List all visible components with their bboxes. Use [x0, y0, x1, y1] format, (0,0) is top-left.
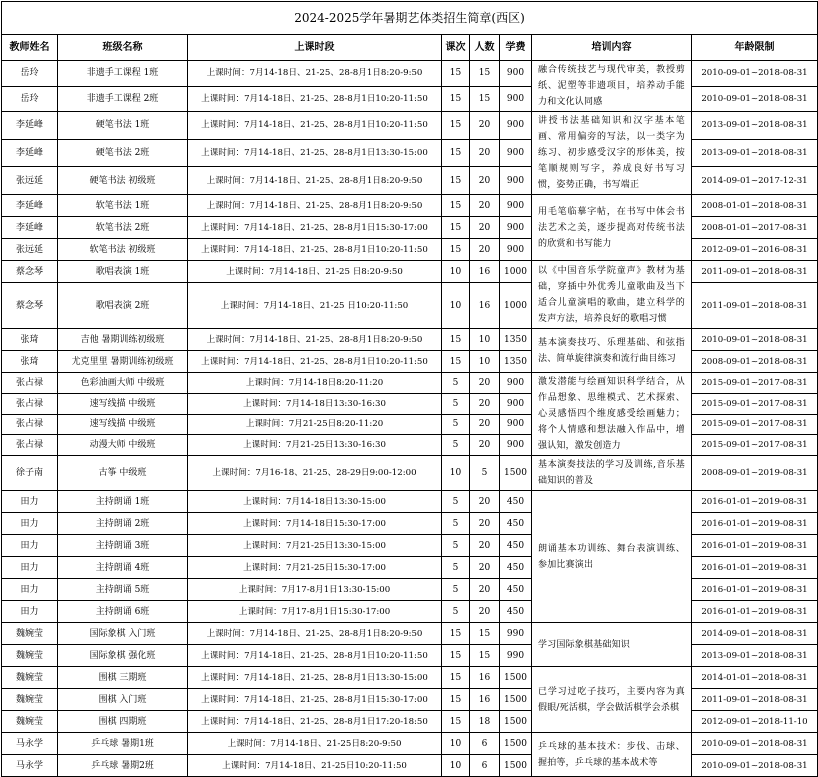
sessions-cell: 15	[442, 61, 470, 87]
capacity-cell: 20	[470, 579, 500, 601]
teacher-cell: 田力	[2, 557, 58, 579]
fee-cell: 450	[500, 557, 532, 579]
capacity-cell: 16	[470, 261, 500, 283]
fee-cell: 900	[500, 239, 532, 261]
sessions-cell: 15	[442, 645, 470, 667]
age-limit-cell: 2013-09-01~2018-08-31	[692, 645, 818, 667]
fee-cell: 1350	[500, 329, 532, 351]
teacher-cell: 李延峰	[2, 217, 58, 239]
table-row	[2, 167, 818, 195]
teacher-cell: 李延峰	[2, 112, 58, 140]
fee-cell: 1000	[500, 283, 532, 329]
schedule-cell: 上课时间：7月14-18日、21-25、28-8月1日10:20-11:50	[188, 86, 442, 112]
fee-cell: 900	[500, 217, 532, 239]
capacity-cell: 5	[470, 456, 500, 491]
fee-cell: 900	[500, 435, 532, 456]
schedule-cell: 上课时间：7月14-18日、21-25、28-8月1日13:30-15:00	[188, 667, 442, 689]
training-content-cell: 以《中国音乐学院童声》教材为基础，穿插中外优秀儿童歌曲及当下适合儿童演唱的歌曲，建立科学的发声方法，培养良好的歌唱习惯	[532, 261, 692, 329]
fee-cell: 1500	[500, 456, 532, 491]
fee-cell: 900	[500, 195, 532, 217]
schedule-cell: 上课时间：7月14-18日、21-25、28-8月1日10:20-11:50	[188, 239, 442, 261]
teacher-cell: 田力	[2, 535, 58, 557]
table-row	[2, 393, 818, 414]
teacher-cell: 张占禄	[2, 435, 58, 456]
fee-cell: 1500	[500, 755, 532, 777]
schedule-cell: 上课时间：7月14-18日、21-25、28-8月1日10:20-11:50	[188, 112, 442, 140]
sessions-cell: 5	[442, 435, 470, 456]
table-row	[2, 601, 818, 623]
header-fee: 学费	[500, 35, 532, 61]
teacher-cell: 张琦	[2, 351, 58, 373]
fee-cell: 1500	[500, 711, 532, 733]
capacity-cell: 20	[470, 414, 500, 435]
sessions-cell: 15	[442, 217, 470, 239]
teacher-cell: 魏婉莹	[2, 623, 58, 645]
class-name-cell: 歌唱表演 2班	[58, 283, 188, 329]
class-name-cell: 硬笔书法 1班	[58, 112, 188, 140]
table-row	[2, 86, 818, 112]
fee-cell: 900	[500, 393, 532, 414]
header-sessions: 课次	[442, 35, 470, 61]
schedule-cell: 上课时间：7月17-8月1日13:30-15:00	[188, 579, 442, 601]
table-row	[2, 239, 818, 261]
age-limit-cell: 2015-09-01~2017-08-31	[692, 393, 818, 414]
schedule-cell: 上课时间：7月21-25日13:30-15:00	[188, 535, 442, 557]
sessions-cell: 15	[442, 239, 470, 261]
sessions-cell: 15	[442, 112, 470, 140]
class-name-cell: 硬笔书法 初级班	[58, 167, 188, 195]
schedule-cell: 上课时间：7月14-18日8:20-11:20	[188, 373, 442, 394]
sessions-cell: 5	[442, 579, 470, 601]
sessions-cell: 15	[442, 86, 470, 112]
fee-cell: 900	[500, 61, 532, 87]
age-limit-cell: 2010-09-01~2018-08-31	[692, 733, 818, 755]
age-limit-cell: 2016-01-01~2019-08-31	[692, 601, 818, 623]
sessions-cell: 5	[442, 557, 470, 579]
sessions-cell: 15	[442, 167, 470, 195]
capacity-cell: 20	[470, 513, 500, 535]
table-row	[2, 557, 818, 579]
capacity-cell: 20	[470, 557, 500, 579]
class-name-cell: 非遗手工课程 1班	[58, 61, 188, 87]
schedule-cell: 上课时间：7月14-18日、21-25、28-8月1日8:20-9:50	[188, 195, 442, 217]
age-limit-cell: 2008-09-01~2019-08-31	[692, 456, 818, 491]
sessions-cell: 15	[442, 689, 470, 711]
age-limit-cell: 2008-09-01~2018-08-31	[692, 351, 818, 373]
fee-cell: 900	[500, 167, 532, 195]
table-row	[2, 491, 818, 513]
table-row	[2, 261, 818, 283]
sessions-cell: 15	[442, 195, 470, 217]
schedule-cell: 上课时间：7月14-18日、21-25、28-8月1日15:30-17:00	[188, 689, 442, 711]
age-limit-cell: 2016-01-01~2019-08-31	[692, 579, 818, 601]
teacher-cell: 马永学	[2, 733, 58, 755]
sessions-cell: 5	[442, 491, 470, 513]
schedule-cell: 上课时间：7月14-18日、21-25、28-8月1日10:20-11:50	[188, 351, 442, 373]
fee-cell: 900	[500, 373, 532, 394]
age-limit-cell: 2014-09-01~2017-12-31	[692, 167, 818, 195]
age-limit-cell: 2015-09-01~2017-08-31	[692, 414, 818, 435]
fee-cell: 900	[500, 86, 532, 112]
table-row	[2, 414, 818, 435]
fee-cell: 450	[500, 535, 532, 557]
teacher-cell: 张占禄	[2, 373, 58, 394]
schedule-cell: 上课时间：7月21-25日13:30-16:30	[188, 435, 442, 456]
schedule-cell: 上课时间：7月14-18日、21-25、28-8月1日13:30-15:00	[188, 139, 442, 167]
fee-cell: 990	[500, 645, 532, 667]
capacity-cell: 20	[470, 435, 500, 456]
training-content-cell: 乒乓球的基本技术：步伐、击球、握拍等，乒乓球的基本战术等	[532, 733, 692, 777]
schedule-cell: 上课时间：7月14-18日、21-25、28-8月1日10:20-11:50	[188, 645, 442, 667]
class-name-cell: 主持朗诵 3班	[58, 535, 188, 557]
sessions-cell: 5	[442, 513, 470, 535]
age-limit-cell: 2010-09-01~2018-08-31	[692, 86, 818, 112]
schedule-cell: 上课时间：7月14-18日、21-25 日8:20-9:50	[188, 261, 442, 283]
capacity-cell: 6	[470, 755, 500, 777]
capacity-cell: 20	[470, 601, 500, 623]
sessions-cell: 5	[442, 373, 470, 394]
table-row	[2, 351, 818, 373]
training-content-cell: 朗诵基本功训练、舞台表演训练、参加比赛演出	[532, 491, 692, 623]
sessions-cell: 15	[442, 139, 470, 167]
capacity-cell: 20	[470, 139, 500, 167]
age-limit-cell: 2010-09-01~2018-08-31	[692, 755, 818, 777]
capacity-cell: 20	[470, 373, 500, 394]
table-row	[2, 61, 818, 87]
class-name-cell: 乒乓球 暑期1班	[58, 733, 188, 755]
sessions-cell: 10	[442, 755, 470, 777]
class-name-cell: 古筝 中级班	[58, 456, 188, 491]
enrollment-sheet	[1, 1, 817, 777]
training-content-cell: 学习国际象棋基础知识	[532, 623, 692, 667]
capacity-cell: 10	[470, 329, 500, 351]
fee-cell: 450	[500, 513, 532, 535]
table-row	[2, 435, 818, 456]
schedule-cell: 上课时间：7月21-25日8:20-11:20	[188, 414, 442, 435]
class-name-cell: 尤克里里 暑期训练初级班	[58, 351, 188, 373]
sessions-cell: 5	[442, 601, 470, 623]
sessions-cell: 10	[442, 261, 470, 283]
sessions-cell: 5	[442, 535, 470, 557]
capacity-cell: 16	[470, 283, 500, 329]
age-limit-cell: 2012-09-01~2016-08-31	[692, 239, 818, 261]
schedule-cell: 上课时间：7月14-18日、21-25、28-8月1日15:30-17:00	[188, 217, 442, 239]
age-limit-cell: 2014-09-01~2018-08-31	[692, 623, 818, 645]
capacity-cell: 18	[470, 711, 500, 733]
class-name-cell: 国际象棋 强化班	[58, 645, 188, 667]
teacher-cell: 田力	[2, 513, 58, 535]
age-limit-cell: 2016-01-01~2019-08-31	[692, 557, 818, 579]
teacher-cell: 岳玲	[2, 86, 58, 112]
table-title: 2024-2025学年暑期艺体类招生简章(西区)	[2, 2, 818, 35]
class-name-cell: 吉他 暑期训练初级班	[58, 329, 188, 351]
fee-cell: 1500	[500, 733, 532, 755]
sessions-cell: 5	[442, 393, 470, 414]
schedule-cell: 上课时间：7月14-18日、21-25、28-8月1日8:20-9:50	[188, 623, 442, 645]
class-name-cell: 软笔书法 2班	[58, 217, 188, 239]
age-limit-cell: 2013-09-01~2018-08-31	[692, 112, 818, 140]
age-limit-cell: 2016-01-01~2019-08-31	[692, 535, 818, 557]
table-row	[2, 535, 818, 557]
age-limit-cell: 2011-09-01~2018-08-31	[692, 261, 818, 283]
schedule-cell: 上课时间：7月16-18、21-25、28-29日9:00-12:00	[188, 456, 442, 491]
class-name-cell: 色彩油画大师 中级班	[58, 373, 188, 394]
class-name-cell: 围棋 入门班	[58, 689, 188, 711]
fee-cell: 900	[500, 112, 532, 140]
table-row	[2, 283, 818, 329]
training-content-cell: 用毛笔临摹字帖，在书写中体会书法艺术之美，逐步提高对传统书法的欣赏和书写能力	[532, 195, 692, 261]
header-content: 培训内容	[532, 35, 692, 61]
table-row	[2, 456, 818, 491]
sessions-cell: 5	[442, 414, 470, 435]
fee-cell: 1500	[500, 667, 532, 689]
class-name-cell: 硬笔书法 2班	[58, 139, 188, 167]
teacher-cell: 魏婉莹	[2, 667, 58, 689]
age-limit-cell: 2011-09-01~2018-08-31	[692, 689, 818, 711]
table-row	[2, 689, 818, 711]
training-content-cell: 激发潜能与绘画知识科学结合，从作品想象、思维模式、艺术探索、心灵感悟四个维度感受绘画魅力；将个人情感和想法融入作品中，增强认知，激发创造力	[532, 373, 692, 456]
teacher-cell: 张琦	[2, 329, 58, 351]
fee-cell: 1350	[500, 351, 532, 373]
training-content-cell: 融合传统技艺与现代审美，教授剪纸、泥塑等非遗项目，培养动手能力和文化认同感	[532, 61, 692, 112]
table-row	[2, 195, 818, 217]
age-limit-cell: 2015-09-01~2017-08-31	[692, 373, 818, 394]
age-limit-cell: 2010-09-01~2018-08-31	[692, 329, 818, 351]
capacity-cell: 15	[470, 86, 500, 112]
schedule-cell: 上课时间：7月14-18日、21-25、28-8月1日8:20-9:50	[188, 61, 442, 87]
age-limit-cell: 2008-01-01~2017-08-31	[692, 217, 818, 239]
fee-cell: 1000	[500, 261, 532, 283]
enrollment-table	[1, 1, 818, 777]
teacher-cell: 魏婉莹	[2, 689, 58, 711]
schedule-cell: 上课时间：7月21-25日15:30-17:00	[188, 557, 442, 579]
schedule-cell: 上课时间：7月14-18日、21-25日8:20-9:50	[188, 733, 442, 755]
table-row	[2, 139, 818, 167]
capacity-cell: 15	[470, 61, 500, 87]
schedule-cell: 上课时间：7月14-18日15:30-17:00	[188, 513, 442, 535]
teacher-cell: 田力	[2, 491, 58, 513]
class-name-cell: 歌唱表演 1班	[58, 261, 188, 283]
training-content-cell: 已学习过吃子技巧，主要内容为真假眼/死活棋，学会做活棋学会杀棋	[532, 667, 692, 733]
class-name-cell: 主持朗诵 2班	[58, 513, 188, 535]
header-time: 上课时段	[188, 35, 442, 61]
fee-cell: 450	[500, 601, 532, 623]
table-row	[2, 373, 818, 394]
table-row	[2, 733, 818, 755]
capacity-cell: 20	[470, 491, 500, 513]
teacher-cell: 岳玲	[2, 61, 58, 87]
sessions-cell: 15	[442, 667, 470, 689]
teacher-cell: 张占禄	[2, 393, 58, 414]
fee-cell: 990	[500, 623, 532, 645]
teacher-cell: 张占禄	[2, 414, 58, 435]
fee-cell: 900	[500, 139, 532, 167]
capacity-cell: 20	[470, 239, 500, 261]
schedule-cell: 上课时间：7月14-18日、21-25、28-8月1日8:20-9:50	[188, 329, 442, 351]
capacity-cell: 20	[470, 167, 500, 195]
fee-cell: 450	[500, 579, 532, 601]
age-limit-cell: 2016-01-01~2019-08-31	[692, 491, 818, 513]
table-row	[2, 711, 818, 733]
sessions-cell: 15	[442, 711, 470, 733]
teacher-cell: 李延峰	[2, 195, 58, 217]
schedule-cell: 上课时间：7月14-18日、21-25、28-8月1日17:20-18:50	[188, 711, 442, 733]
capacity-cell: 15	[470, 645, 500, 667]
age-limit-cell: 2015-09-01~2017-08-31	[692, 435, 818, 456]
header-teacher: 教师姓名	[2, 35, 58, 61]
fee-cell: 450	[500, 491, 532, 513]
training-content-cell: 基本演奏技巧、乐理基础、和弦指法、简单旋律演奏和流行曲目练习	[532, 329, 692, 373]
class-name-cell: 乒乓球 暑期2班	[58, 755, 188, 777]
age-limit-cell: 2011-09-01~2018-08-31	[692, 283, 818, 329]
age-limit-cell: 2012-09-01~2018-11-10	[692, 711, 818, 733]
table-row	[2, 579, 818, 601]
capacity-cell: 20	[470, 535, 500, 557]
training-content-cell: 讲授书法基础知识和汉字基本笔画、常用偏旁的写法，以一类字为练习、初步感受汉字的形体美，按笔顺规则写字，养成良好书写习惯，姿势正确，书写端正	[532, 112, 692, 195]
header-class: 班级名称	[58, 35, 188, 61]
teacher-cell: 李延峰	[2, 139, 58, 167]
sessions-cell: 10	[442, 283, 470, 329]
teacher-cell: 田力	[2, 601, 58, 623]
teacher-cell: 魏婉莹	[2, 645, 58, 667]
teacher-cell: 张远延	[2, 239, 58, 261]
schedule-cell: 上课时间：7月14-18日、21-25 日10:20-11:50	[188, 283, 442, 329]
age-limit-cell: 2013-09-01~2018-08-31	[692, 139, 818, 167]
class-name-cell: 软笔书法 1班	[58, 195, 188, 217]
table-row	[2, 755, 818, 777]
sessions-cell: 15	[442, 329, 470, 351]
class-name-cell: 速写线描 中级班	[58, 393, 188, 414]
teacher-cell: 魏婉莹	[2, 711, 58, 733]
age-limit-cell: 2016-01-01~2019-08-31	[692, 513, 818, 535]
capacity-cell: 20	[470, 393, 500, 414]
teacher-cell: 田力	[2, 579, 58, 601]
sessions-cell: 10	[442, 456, 470, 491]
sessions-cell: 15	[442, 351, 470, 373]
class-name-cell: 主持朗诵 5班	[58, 579, 188, 601]
table-row	[2, 513, 818, 535]
header-row	[2, 35, 818, 61]
teacher-cell: 张远延	[2, 167, 58, 195]
table-row	[2, 623, 818, 645]
class-name-cell: 围棋 三期班	[58, 667, 188, 689]
fee-cell: 1500	[500, 689, 532, 711]
teacher-cell: 马永学	[2, 755, 58, 777]
age-limit-cell: 2008-01-01~2018-08-31	[692, 195, 818, 217]
class-name-cell: 非遗手工课程 2班	[58, 86, 188, 112]
class-name-cell: 围棋 四期班	[58, 711, 188, 733]
schedule-cell: 上课时间：7月17-8月1日15:30-17:00	[188, 601, 442, 623]
capacity-cell: 20	[470, 112, 500, 140]
header-capacity: 人数	[470, 35, 500, 61]
capacity-cell: 10	[470, 351, 500, 373]
class-name-cell: 主持朗诵 4班	[58, 557, 188, 579]
table-row	[2, 667, 818, 689]
schedule-cell: 上课时间：7月14-18日、21-25日10:20-11:50	[188, 755, 442, 777]
capacity-cell: 20	[470, 217, 500, 239]
class-name-cell: 主持朗诵 6班	[58, 601, 188, 623]
schedule-cell: 上课时间：7月14-18日、21-25、28-8月1日8:20-9:50	[188, 167, 442, 195]
class-name-cell: 动漫大师 中级班	[58, 435, 188, 456]
table-row	[2, 645, 818, 667]
class-name-cell: 国际象棋 入门班	[58, 623, 188, 645]
schedule-cell: 上课时间：7月14-18日13:30-16:30	[188, 393, 442, 414]
header-age: 年龄限制	[692, 35, 818, 61]
table-row	[2, 112, 818, 140]
capacity-cell: 6	[470, 733, 500, 755]
table-row	[2, 329, 818, 351]
fee-cell: 900	[500, 414, 532, 435]
capacity-cell: 16	[470, 689, 500, 711]
teacher-cell: 蔡念琴	[2, 283, 58, 329]
capacity-cell: 20	[470, 195, 500, 217]
class-name-cell: 主持朗诵 1班	[58, 491, 188, 513]
class-name-cell: 速写线描 中级班	[58, 414, 188, 435]
age-limit-cell: 2014-01-01~2018-08-31	[692, 667, 818, 689]
age-limit-cell: 2010-09-01~2018-08-31	[692, 61, 818, 87]
capacity-cell: 15	[470, 623, 500, 645]
capacity-cell: 16	[470, 667, 500, 689]
class-name-cell: 软笔书法 初级班	[58, 239, 188, 261]
teacher-cell: 徐子南	[2, 456, 58, 491]
teacher-cell: 蔡念琴	[2, 261, 58, 283]
schedule-cell: 上课时间：7月14-18日13:30-15:00	[188, 491, 442, 513]
training-content-cell: 基本演奏技法的学习及训练,音乐基础知识的普及	[532, 456, 692, 491]
sessions-cell: 15	[442, 623, 470, 645]
sessions-cell: 10	[442, 733, 470, 755]
table-row	[2, 217, 818, 239]
